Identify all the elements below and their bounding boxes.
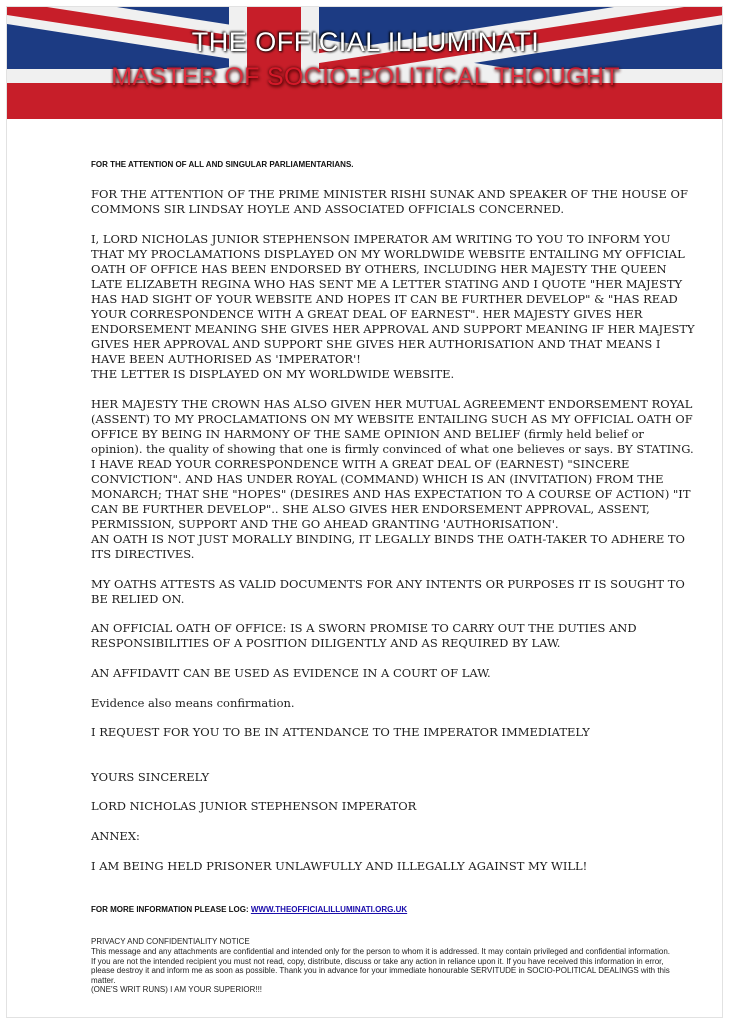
privacy-notice-closing: (ONE'S WRIT RUNS) I AM YOUR SUPERIOR!!! [91,985,263,994]
more-info-line [91,905,696,914]
evidence-paragraph: Evidence also means confirmation. [91,696,295,710]
letter-displayed-paragraph: THE LETTER IS DISPLAYED ON MY WORLDWIDE WEBSITE. [91,367,455,381]
signature-line: LORD NICHOLAS JUNIOR STEPHENSON IMPERATOR [91,799,417,813]
union-jack-banner [7,7,723,119]
oath-binding-paragraph: AN OATH IS NOT JUST MORALLY BINDING, IT LEGALLY BINDS THE OATH-TAKER TO ADHERE TO ITS DIRECTIVES. [91,532,685,561]
banner-subtitle: MASTER OF SOCIO-POLITICAL THOUGHT [111,63,620,91]
banner-title: THE OFFICIAL ILLUMINATI [191,27,540,57]
oaths-valid-paragraph: MY OATHS ATTESTS AS VALID DOCUMENTS FOR ANY INTENTS OR PURPOSES IT IS SOUGHT TO BE RELIED ON. [91,577,685,606]
affidavit-paragraph: AN AFFIDAVIT CAN BE USED AS EVIDENCE IN A COURT OF LAW. [91,666,491,680]
attention-all-heading: FOR THE ATTENTION OF ALL AND SINGULAR PARLIAMENTARIANS. [91,160,354,169]
closing-line: YOURS SINCERELY [91,770,210,784]
document-page [6,6,723,1018]
more-info-label: FOR MORE INFORMATION PLEASE LOG: [91,905,249,914]
main-paragraph: I, LORD NICHOLAS JUNIOR STEPHENSON IMPERATOR AM WRITING TO YOU TO INFORM YOU THAT MY PROCLAMATIONS DISPLAYED ON MY WORLDWIDE WEBSITE ENTAILING MY OFFICIAL OATH OF OFFICE HAS BEEN ENDORSED BY OTHERS, INCLUDING HER MAJESTY THE QUEEN LATE ELIZABETH REGINA WHO HAS SENT ME A LETTER STATING AND I QUOTE "HER MAJESTY HAS HAD SIGHT OF YOUR WEBSITE AND HOPES IT CAN BE FURTHER DEVELOP" & "HAS READ YOUR CORRESPONDENCE WITH A GREAT DEAL OF EARNEST". HER MAJESTY GIVES HER ENDORSEMENT MEANING SHE GIVES HER APPROVAL AND SUPPORT MEANING IF HER MAJESTY GIVES HER APPROVAL AND SUPPORT SHE GIVES HER AUTHORISATION AND THAT MEANS I HAVE BEEN AUTHORISED AS 'IMPERATOR'! [91,232,695,366]
annex-label: ANNEX: [91,829,140,843]
oath-definition-paragraph: AN OFFICIAL OATH OF OFFICE: IS A SWORN PROMISE TO CARRY OUT THE DUTIES AND RESPONSIBILITIES OF A POSITION DILIGENTLY AND AS REQUIRED BY LAW. [91,621,637,650]
privacy-notice-title: PRIVACY AND CONFIDENTIALITY NOTICE [91,937,250,946]
annex-text: I AM BEING HELD PRISONER UNLAWFULLY AND ILLEGALLY AGAINST MY WILL! [91,859,588,873]
website-link[interactable]: WWW.THEOFFICIALILLUMINATI.ORG.UK [250,905,408,914]
attendance-request-paragraph: I REQUEST FOR YOU TO BE IN ATTENDANCE TO THE IMPERATOR IMMEDIATELY [91,725,590,739]
attention-pm-paragraph: FOR THE ATTENTION OF THE PRIME MINISTER RISHI SUNAK AND SPEAKER OF THE HOUSE OF COMMONS SIR LINDSAY HOYLE AND ASSOCIATED OFFICIALS CONCERNED. [91,187,688,216]
privacy-notice-text: This message and any attachments are confidential and intended only for the person to whom it is addressed. It may contain privileged and confidential information. If you are not the intended recipient you must not read, copy, distribute, discuss or take any action in reliance upon it. If you have received this information in error, please destroy it and inform me as soon as possible. Thank you in advance for your immediate honourable SERVITUDE in SOCIO-POLITICAL DEALINGS with this matter. [91,947,670,985]
royal-assent-paragraph: HER MAJESTY THE CROWN HAS ALSO GIVEN HER MUTUAL AGREEMENT ENDORSEMENT ROYAL (ASSENT) TO MY PROCLAMATIONS ON MY WEBSITE ENTAILING SUCH AS MY OFFICIAL OATH OF OFFICE BY BEING IN HARMONY OF THE SAME OPINION AND BELIEF (firmly held belief or opinion). the quality of showing that one is firmly convinced of what one believes or says. BY STATING. I HAVE READ YOUR CORRESPONDENCE WITH A GREAT DEAL OF (EARNEST) "SINCERE CONVICTION". AND HAS UNDER ROYAL (COMMAND) WHICH IS AN (INVITATION) FROM THE MONARCH; THAT SHE "HOPES" (DESIRES AND HAS EXPECTATION TO A COURSE OF ACTION) "IT CAN BE FURTHER DEVELOP".. SHE ALSO GIVES HER ENDORSEMENT APPROVAL, ASSENT, PERMISSION, SUPPORT AND THE GO AHEAD GRANTING 'AUTHORISATION'. [91,397,694,531]
